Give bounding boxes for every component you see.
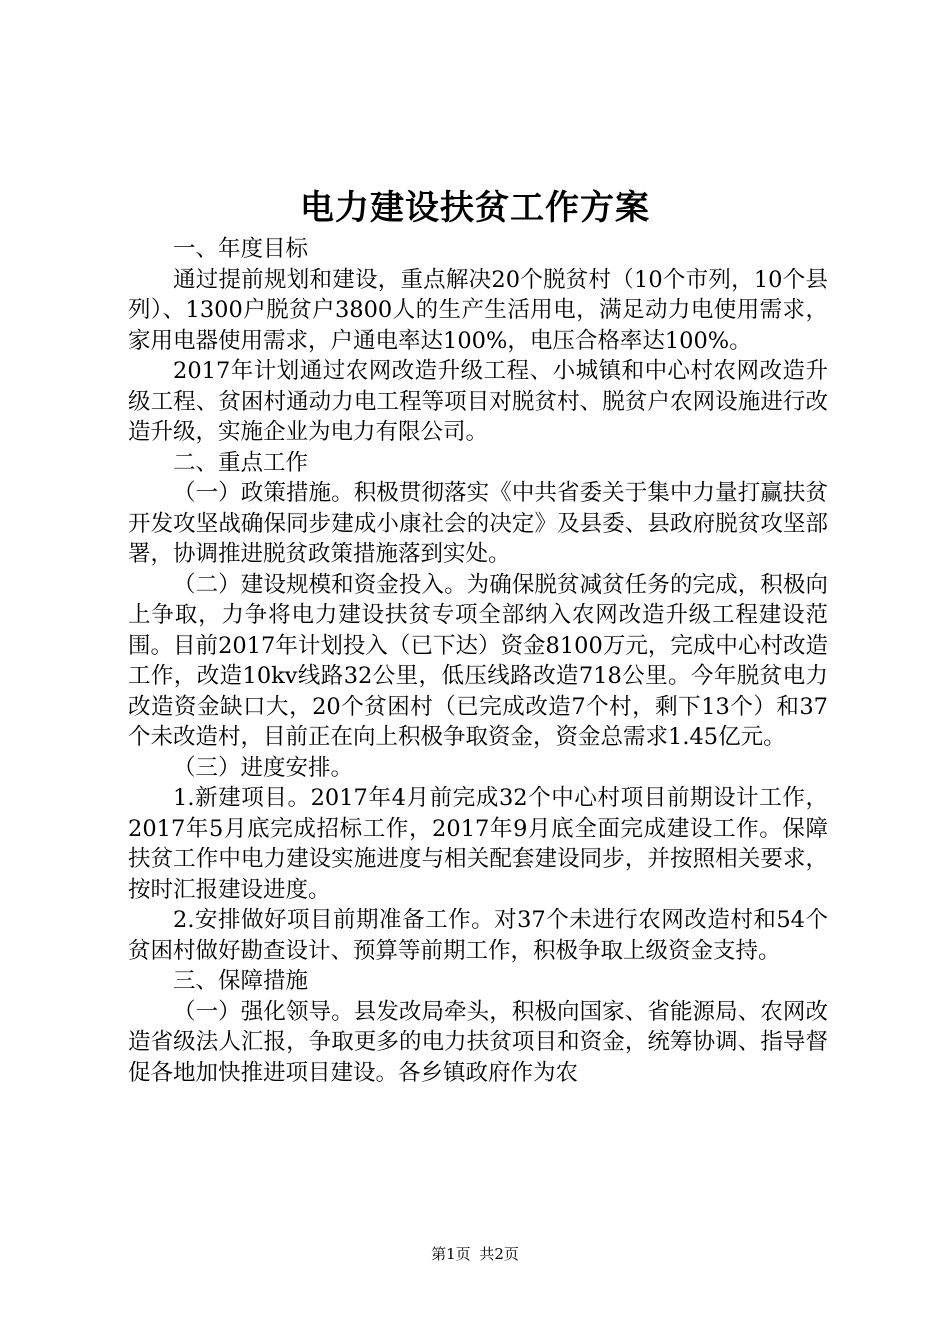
paragraph: 通过提前规划和建设，重点解决20个脱贫村（10个市列，10个县列）、1300户脱贫户3800人的生产生活用电，满足动力电使用需求，家用电器使用需求，户通电率达100%，电压合格率达100%。: [128, 266, 828, 354]
subheading-schedule: （三）进度安排。: [173, 754, 354, 781]
heading-safeguards: 三、保障措施: [173, 968, 309, 994]
heading-key-work: 二、重点工作: [173, 449, 309, 476]
paragraph: 2.安排做好项目前期准备工作。对37个未进行农网改造村和54个贫困村做好勘查设计、预算等前期工作，积极争取上级资金支持。: [128, 907, 828, 964]
page-number-total: 共2页: [479, 1245, 519, 1263]
page-number-current: 第1页: [431, 1245, 471, 1263]
paragraph: 2017年计划通过农网改造升级工程、小城镇和中心村农网改造升级工程、贫困村通动力电工程等项目对脱贫村、脱贫户农网设施进行改造升级，实施企业为电力有限公司。: [128, 358, 828, 445]
heading-annual-goals: 一、年度目标: [173, 236, 309, 262]
paragraph: （二）建设规模和资金投入。为确保脱贫减贫任务的完成，积极向上争取，力争将电力建设扶贫专项全部纳入农网改造升级工程建设范围。目前2017年计划投入（已下达）资金8100万元，完成中心村改造工作，改造10kv线路32公里，低压线路改造718公里。今年脱贫电力改造资金缺口大，20个贫困村（已完成改造7个村，剩下13个）和37个未改造村，目前正在向上积极争取资金，资金总需求1.45亿元。: [128, 571, 828, 750]
document-title: 电力建设扶贫工作方案: [300, 188, 650, 228]
page-footer: [0, 1244, 950, 1264]
paragraph: （一）政策措施。积极贯彻落实《中共省委关于集中力量打赢扶贫开发攻坚战确保同步建成小康社会的决定》及县委、县政府脱贫攻坚部署，协调推进脱贫政策措施落到实处。: [128, 480, 828, 567]
document-body: [128, 234, 828, 1088]
paragraph: 1.新建项目。2017年4月前完成32个中心村项目前期设计工作，2017年5月底完成招标工作，2017年9月底全面完成建设工作。保障扶贫工作中电力建设实施进度与相关配套建设同步，并按照相关要求，按时汇报建设进度。: [128, 785, 828, 903]
paragraph: （一）强化领导。县发改局牵头，积极向国家、省能源局、农网改造省级法人汇报，争取更多的电力扶贫项目和资金，统筹协调、指导督促各地加快推进项目建设。各乡镇政府作为农: [128, 998, 828, 1086]
